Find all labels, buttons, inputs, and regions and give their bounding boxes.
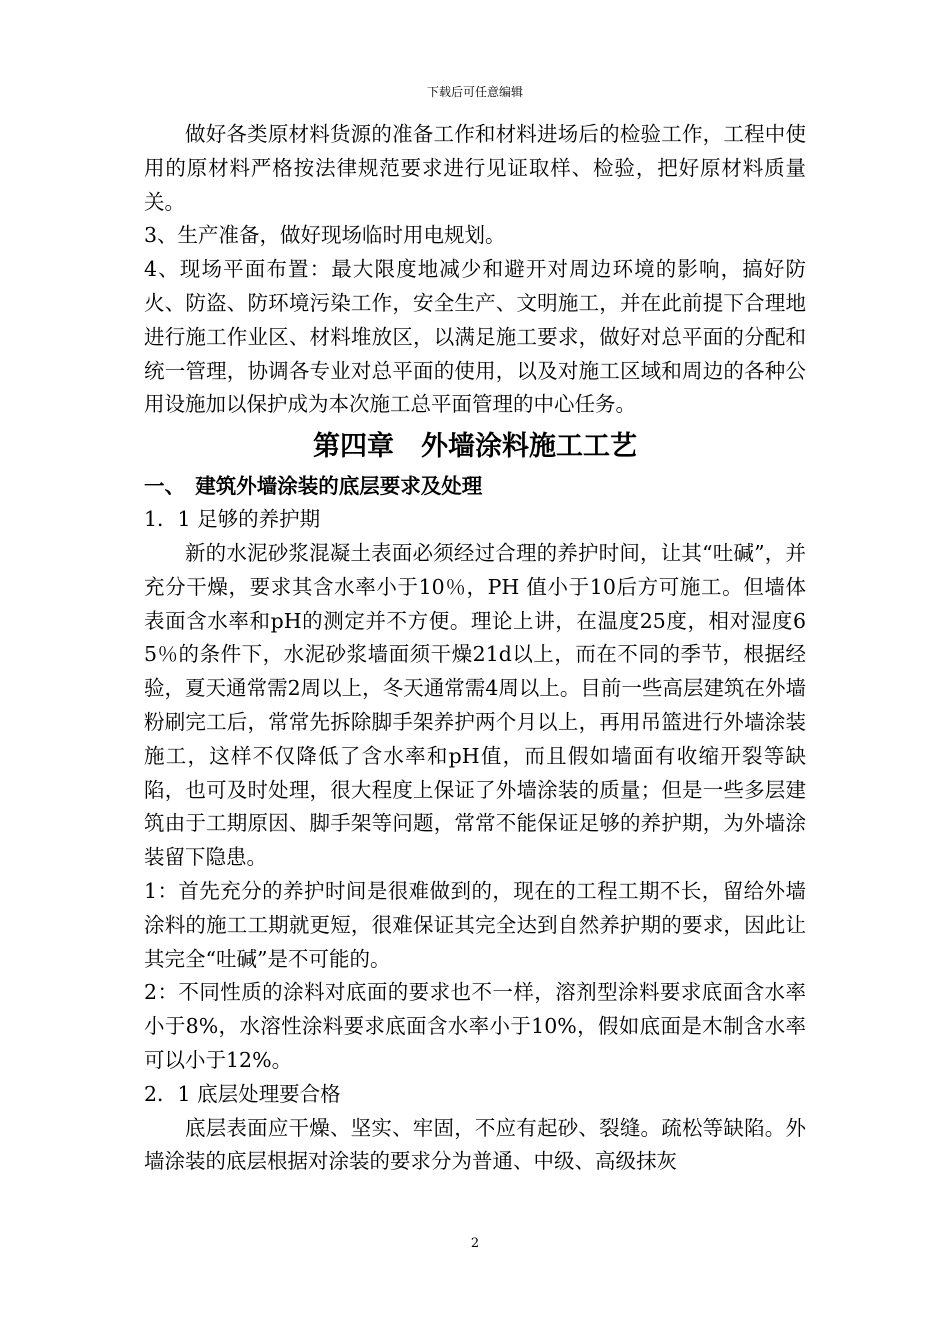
- subsection-title-base: 2．1 底层处理要合格: [144, 1081, 341, 1106]
- paragraph-production-prep: 3、生产准备，做好现场临时用电规划。: [144, 223, 506, 248]
- document-body: [144, 118, 806, 1179]
- paragraph-base-treatment: 底层表面应干燥、坚实、牢固，不应有起砂、裂缝。疏松等缺陷。外墙涂装的底层根据对涂装的要求分为普通、中级、高级抹灰: [144, 1115, 806, 1174]
- paragraph-note-2: 2：不同性质的涂料对底面的要求也不一样，溶剂型涂料要求底面含水率小于8%，水溶性涂料要求底面含水率小于10%，假如底面是木制含水率可以小于12%。: [144, 980, 806, 1072]
- chapter-title: 第四章 外墙涂料施工工艺: [313, 431, 637, 463]
- page-number: 2: [470, 1236, 480, 1251]
- subsection-title-curing: 1．1 足够的养护期: [144, 507, 321, 532]
- paragraph-note-1: 1：首先充分的养护时间是很难做到的，现在的工程工期不长，留给外墙涂料的施工工期就更短，很难保证其完全达到自然养护期的要求，因此让其完全“吐碱”是不可能的。: [144, 878, 806, 971]
- paragraph-materials: 做好各类原材料货源的准备工作和材料进场后的检验工作，工程中使用的原材料严格按法律规范要求进行见证取样、检验，把好原材料质量关。: [144, 122, 806, 214]
- paragraph-site-layout: 4、现场平面布置：最大限度地减少和避开对周边环境的影响，搞好防火、防盗、防环境污染工作，安全生产、文明施工，并在此前提下合理地进行施工作业区、材料堆放区，以满足施工要求，做好对总平面的分配和统一管理，协调各专业对总平面的使用，以及对施工区域和周边的各种公用设施加以保护成为本次施工总平面管理的中心任务。: [144, 257, 806, 417]
- paragraph-curing: 新的水泥砂浆混凝土表面必须经过合理的养护时间，让其“吐碱”，并充分干燥，要求其含水率小于10％，PH 值小于10后方可施工。但墙体表面含水率和pH的测定并不方便。理论上讲，在温度25度，相对湿度65％的条件下，水泥砂浆墙面须干燥21d以上，而在不同的季节，根据经验，夏天通常需2周以上，冬天通常需4周以上。目前一些高层建筑在外墙粉刷完工后，常常先拆除脚手架养护两个月以上，再用吊篮进行外墙涂装施工，这样不仅降低了含水率和pH值，而且假如墙面有收缩开裂等缺陷，也可及时处理，很大程度上保证了外墙涂装的质量；但是一些多层建筑由于工期原因、脚手架等问题，常常不能保证足够的养护期，为外墙涂装留下隐患。: [144, 540, 806, 870]
- section-title: 一、 建筑外墙涂装的底层要求及处理: [144, 474, 483, 499]
- page-header: 下载后可任意编辑: [426, 85, 523, 99]
